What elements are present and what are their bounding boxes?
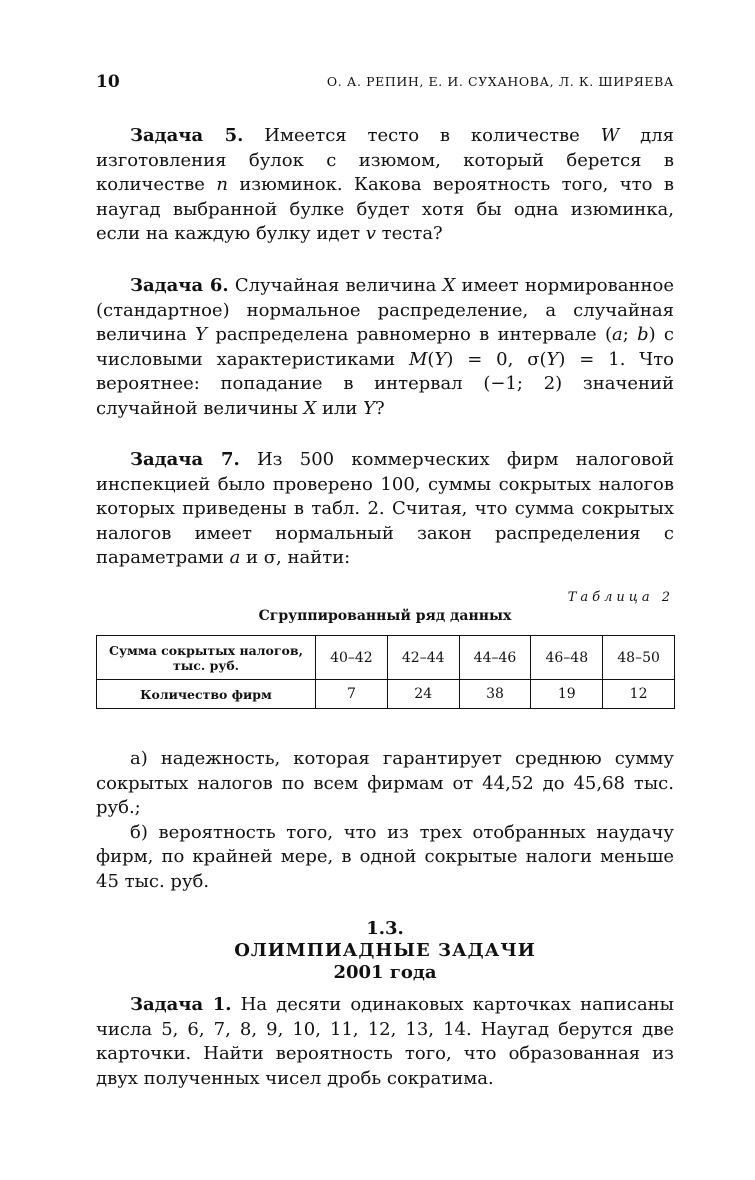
table-label: Таблица 2 [567,590,674,605]
question-a: а) надежность, которая гарантирует среднюю сумму сокрытых налогов по всем фирмам от 44,52 до 45,68 тыс. руб.; [96,748,674,819]
interval-cell: 44–46 [459,636,531,680]
olympiad-task-1-text: На десяти одинаковых карточках написаны числа 5, 6, 7, 8, 9, 10, 11, 12, 13, 14. Наугад берутся две карточки. Найти вероятность того, что образованная из двух полученных чисел дробь сократима. [96,994,675,1089]
running-head: О. А. РЕПИН, Е. И. СУХАНОВА, Л. К. ШИРЯЕВА [326,74,674,89]
section-heading [96,918,674,984]
task-5-paragraph [96,124,674,247]
olympiad-task-1 [96,993,674,1091]
task-6-text: Случайная величина [228,275,443,296]
section-number: 1.3. [366,918,404,939]
var-x: X [442,275,456,296]
row-header-count: Количество фирм [97,680,316,709]
task-6-text: распределена равномерно в интервале ( [207,324,612,346]
count-cell: 24 [387,680,459,709]
var-v: v [365,223,376,245]
var-a: a [229,547,241,569]
task-6-text: ) = 1. Что вероятнее: попадание в интервал (−1; 2) значений случайной величины [96,348,674,419]
count-cell: 38 [459,680,531,709]
interval-cell: 42–44 [387,636,459,680]
page-number: 10 [96,72,120,92]
task-6-text: ( [427,348,435,370]
olympiad-task-1-label: Задача 1. [130,994,232,1015]
var-y: Y [546,348,559,370]
task-7-label: Задача 7. [130,449,240,470]
count-cell: 19 [531,680,603,709]
task-6-text: ; [622,324,638,346]
task-6-text: или [316,397,364,419]
task-6 [96,274,674,422]
task-6-text: ) с числовыми характеристиками [96,324,674,370]
olympiad-task-1-paragraph [96,993,674,1091]
var-a: a [611,324,623,346]
task-5-text: Имеется тесто в количестве [243,125,601,146]
interval-cell: 48–50 [603,636,675,680]
task-7-questions [96,747,674,895]
task-5-label: Задача 5. [130,125,244,146]
task-6-text: ? [375,397,385,419]
var-n: n [216,174,228,196]
var-y: Y [363,397,376,419]
task-7 [96,448,674,571]
task-5-text: изюминок. Какова вероятность того, что в наугад выбранной булке будет хотя бы одна изюминка, если на каждую булку идет [96,174,674,245]
question-b: б) вероятность того, что из трех отобранных наудачу фирм, по крайней мере, в одной сокрытые налоги меньше 45 тыс. руб. [96,821,674,892]
task-5-text: теста? [375,223,443,245]
task-6-paragraph [96,274,674,422]
task-6-text: ) = 0, σ( [446,348,547,370]
section-title: ОЛИМПИАДНЫЕ ЗАДАЧИ [234,940,536,961]
task-5 [96,124,674,247]
interval-cell: 46–48 [531,636,603,680]
var-w: W [600,125,620,146]
var-y: Y [434,348,447,370]
section-subtitle: 2001 года [333,962,437,983]
row-header-sum: Сумма сокрытых налогов, тыс. руб. [97,636,316,680]
data-table [96,635,675,709]
task-7-text: и σ, найти: [240,547,351,569]
var-x: X [303,397,317,419]
count-cell: 7 [316,680,388,709]
interval-cell: 40–42 [316,636,388,680]
var-b: b [637,324,649,346]
task-6-text: имеет нормированное (стандартное) нормальное распределение, а случайная величина [96,275,674,346]
table-title: Сгруппированный ряд данных [258,608,512,624]
var-m: M [408,348,428,370]
task-7-text: Из 500 коммерческих фирм налоговой инспекцией было проверено 100, суммы сокрытых налогов которых приведены в табл. 2. Считая, что сумма сокрытых налогов имеет нормальный закон распределения с параметрами [96,449,674,569]
table-row [97,636,675,680]
task-7-paragraph [96,448,674,571]
table-row [97,680,675,709]
page-header [96,72,674,94]
count-cell: 12 [603,680,675,709]
task-5-text: для изготовления булок с изюмом, который берется в количестве [96,125,674,196]
task-6-label: Задача 6. [130,275,229,296]
var-y: Y [195,324,208,346]
